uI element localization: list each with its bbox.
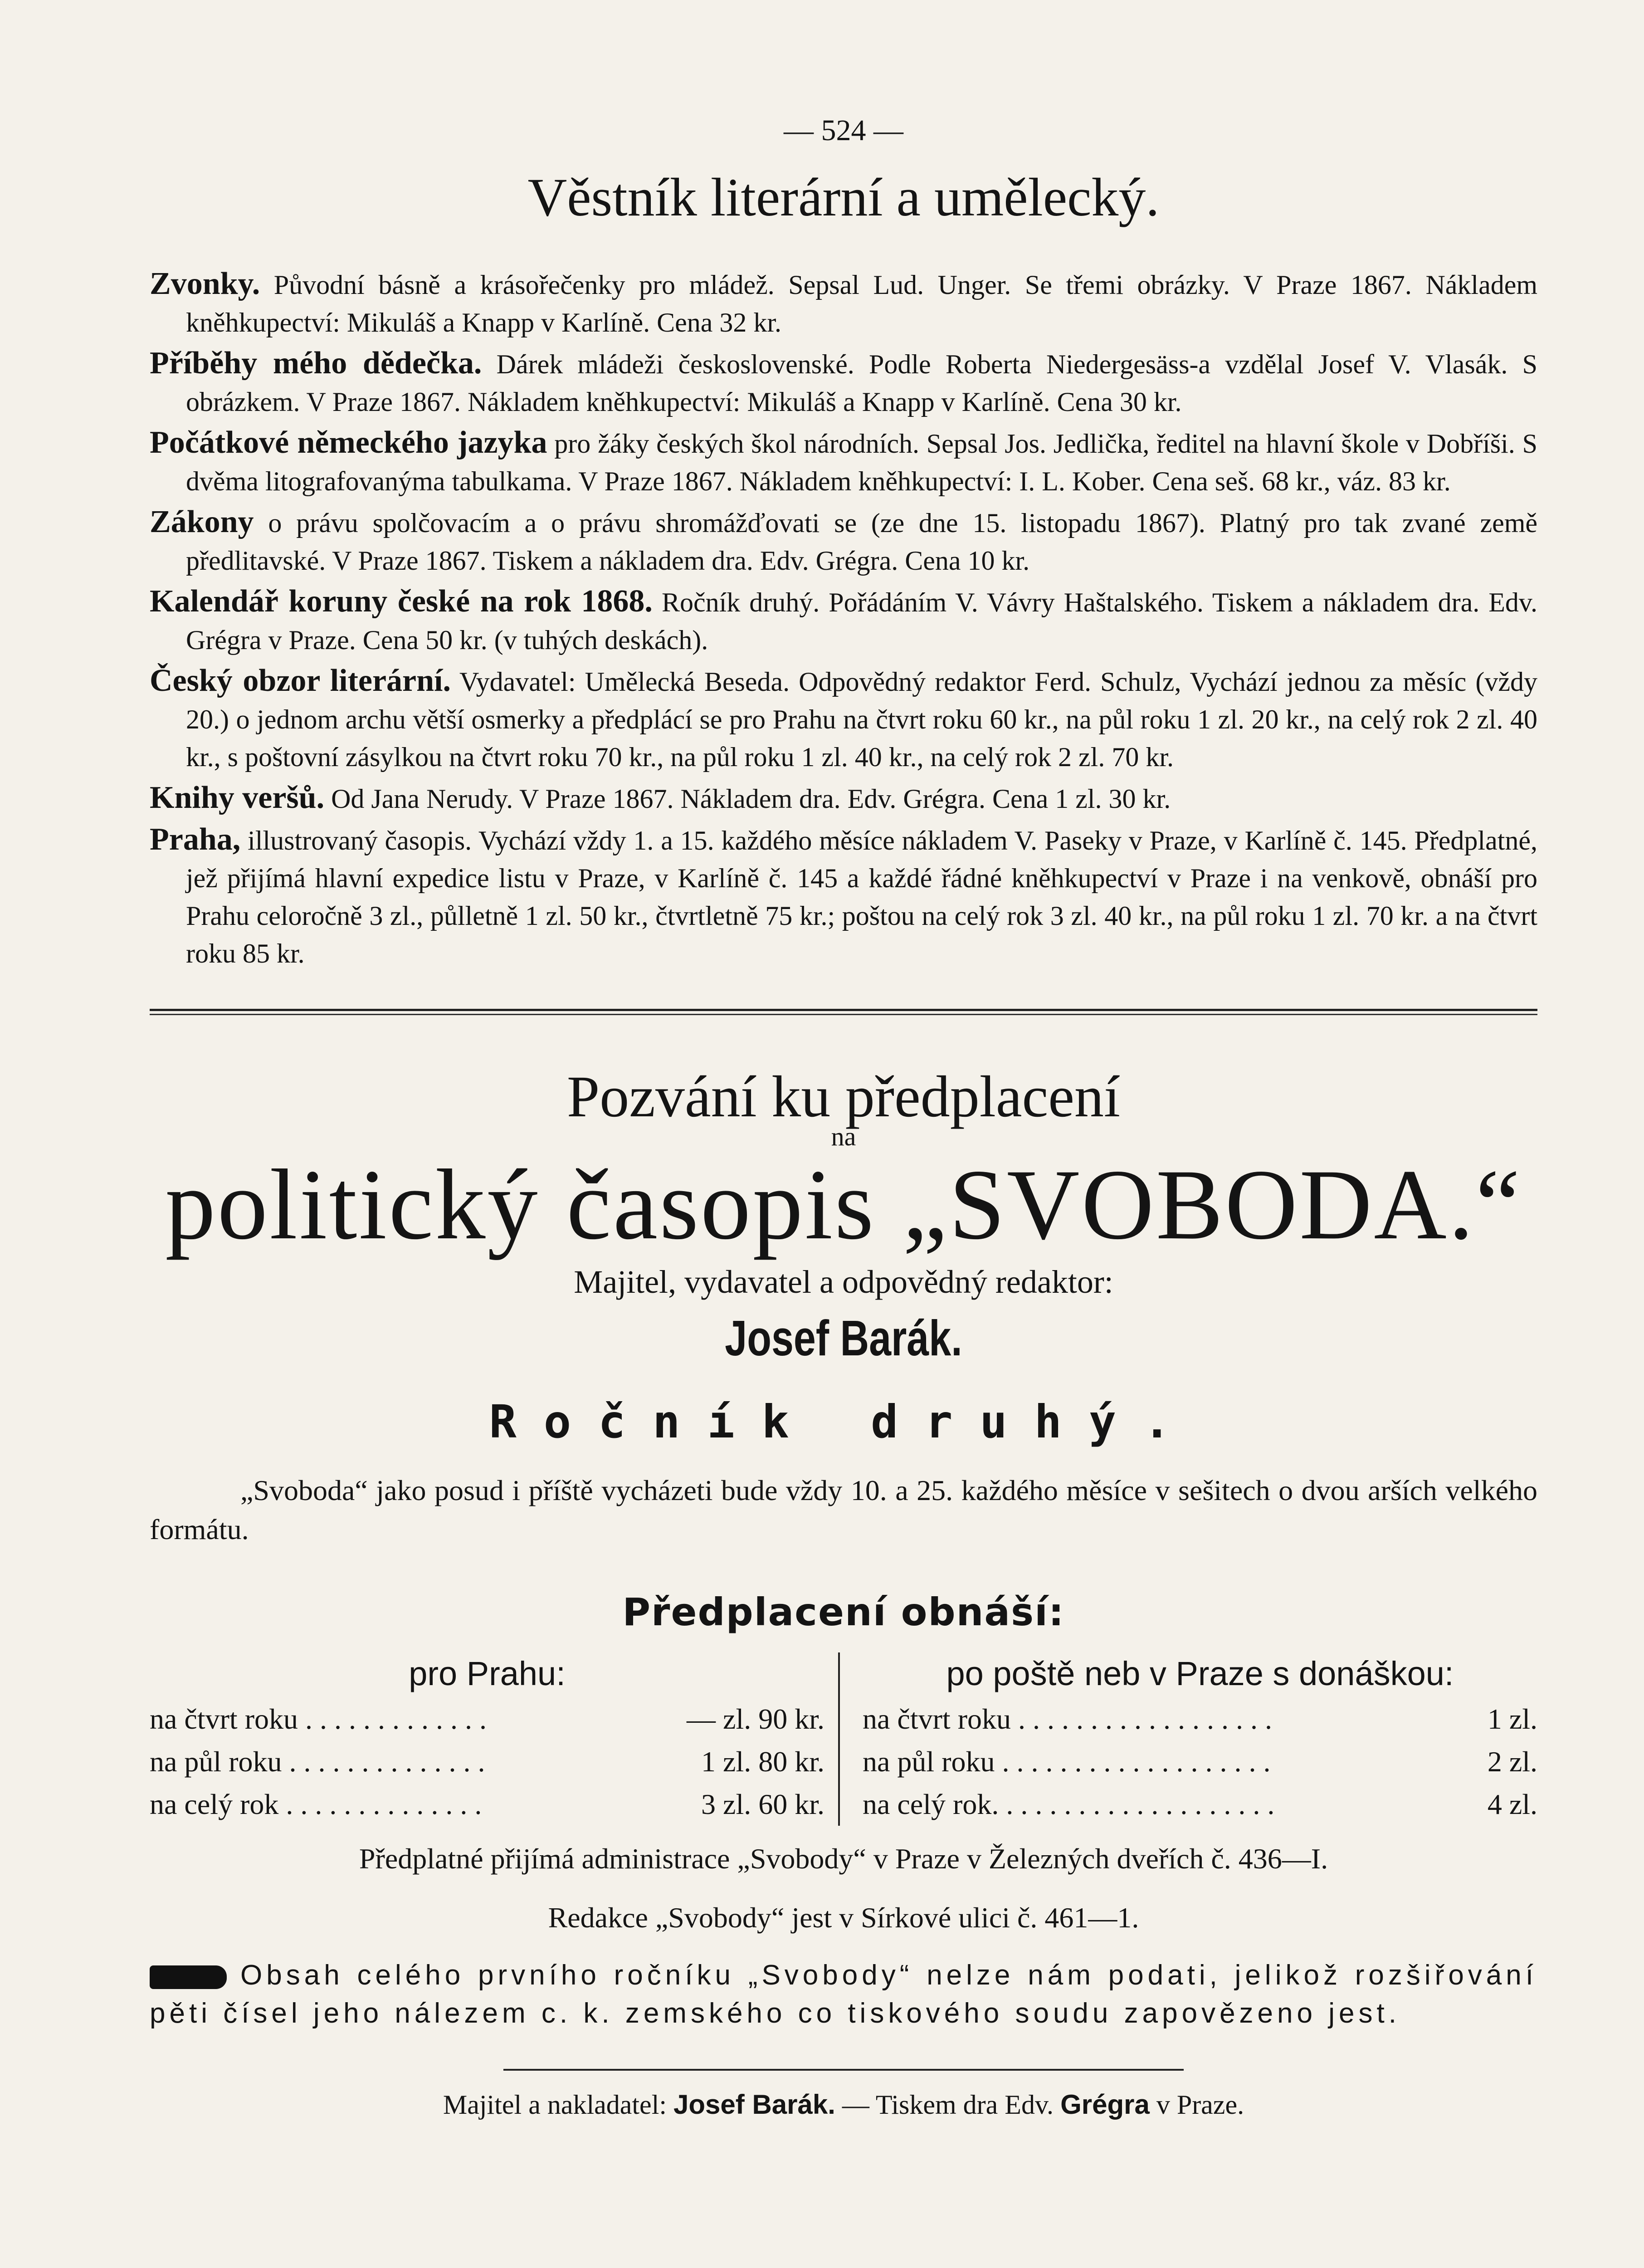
administration-line: Předplatné přijímá administrace „Svobody“ v Praze v Železných dveřích č. 436—I.	[359, 1843, 1328, 1875]
entry-text: illustrovaný časopis. Vychází vždy 1. a 15. každého měsíce nákladem V. Paseky v Praze, v Karlíně č. 145. Předplatné, jež přijímá hlavní expedice listu v Praze, v Karlíně č. 145 a každé řádné kněhkupectví v Praze i na venkově, obnáší pro Prahu celoročně 3 zl., půlletně 1 zl. 50 kr., čtvrtletně 75 kr.; poštou na celý rok 3 zl. 40 kr., na půl roku 1 zl. 70 kr. a na čtvrt roku 85 kr.	[186, 826, 1538, 968]
prague-prices	[150, 1652, 840, 1826]
price-row	[863, 1698, 1537, 1740]
page	[150, 113, 1537, 2268]
footer-middle: — Tiskem dra Edv.	[842, 2090, 1054, 2120]
entry-text: Ročník druhý. Pořádáním V. Vávry Haštalského. Tiskem a nákladem dra. Edv. Grégra v Praze. Cena 50 kr. (v tuhých deskách).	[186, 587, 1538, 655]
price-value: 1 zl. 80 kr.	[701, 1745, 824, 1778]
entry	[150, 344, 1537, 421]
post-heading: po poště neb v Praze s donáškou:	[946, 1655, 1454, 1692]
ad-na: na	[831, 1122, 856, 1151]
pointing-hand-icon	[150, 1965, 227, 1989]
price-row	[863, 1740, 1537, 1783]
ad-heading: Pozvání ku předplacení	[566, 1064, 1121, 1129]
price-table	[150, 1652, 1537, 1826]
price-label: na půl roku . . . . . . . . . . . . . . . . . . .	[863, 1745, 1271, 1778]
entry-title: Český obzor literární.	[150, 663, 451, 698]
entry	[150, 424, 1537, 500]
entry-title: Zvonky.	[150, 266, 260, 301]
entry	[150, 503, 1537, 580]
ad-paragraph: „Svoboda“ jako posud i příště vycházeti bude vždy 10. a 25. každého měsíce v sešitech o dvou arších velkého formátu.	[150, 1474, 1537, 1545]
price-value: 1 zl.	[1487, 1703, 1537, 1735]
post-prices	[840, 1652, 1537, 1826]
price-row	[150, 1740, 824, 1783]
price-label: na čtvrt roku . . . . . . . . . . . . .	[150, 1703, 487, 1735]
footer-prefix: Majitel a nakladatel:	[443, 2090, 667, 2120]
entry	[150, 582, 1537, 659]
entry-title: Kalendář koruny české na rok 1868.	[150, 584, 653, 619]
footer-divider	[503, 2069, 1184, 2071]
section-title: Věstník literární a umělecký.	[527, 167, 1160, 227]
entry	[150, 779, 1537, 818]
entry-title: Praha,	[150, 822, 241, 857]
entry	[150, 265, 1537, 342]
divider	[150, 1014, 1537, 1015]
entry-title: Knihy veršů.	[150, 780, 325, 815]
price-row	[150, 1698, 824, 1740]
entry-title: Příběhy mého dědečka.	[150, 346, 482, 381]
entry-title: Zákony	[150, 504, 254, 539]
price-value: 2 zl.	[1487, 1745, 1537, 1778]
owner-name: Josef Barák.	[725, 1310, 962, 1366]
entry	[150, 662, 1537, 776]
entry-text: Dárek mládeži československé. Podle Roberta Niedergesäss-a vzdělal Josef V. Vlasák. S obrázkem. V Praze 1867. Nákladem kněhkupectví: Mikuláš a Knapp v Karlíně. Cena 30 kr.	[186, 349, 1537, 417]
notice	[150, 1956, 1537, 2033]
divider	[150, 1009, 1537, 1011]
notice-text: Obsah celého prvního ročníku „Svobody“ nelze nám podati, jelikož rozšiřování pěti čísel jeho nálezem c. k. zemského co tiskového soudu zapovězeno jest.	[150, 1960, 1537, 2029]
footer-owner: Josef Barák.	[673, 2089, 835, 2120]
price-row	[150, 1783, 824, 1826]
price-value: 3 zl. 60 kr.	[701, 1788, 824, 1820]
entry	[150, 821, 1537, 973]
entry-text: o právu spolčovacím a o právu shromážďovati se (ze dne 15. listopadu 1867). Platný pro tak zvané země předlitavské. V Praze 1867. Tiskem a nákladem dra. Edv. Grégra. Cena 10 kr.	[186, 508, 1538, 576]
price-label: na půl roku . . . . . . . . . . . . . .	[150, 1745, 485, 1778]
ad-title: politický časopis „SVOBODA.“	[165, 1149, 1522, 1261]
footer	[150, 2089, 1537, 2121]
entry-title: Počátkové německého jazyka	[150, 425, 547, 460]
price-value: 4 zl.	[1487, 1788, 1537, 1820]
price-value: — zl. 90 kr.	[687, 1703, 824, 1735]
prague-heading: pro Prahu:	[409, 1655, 566, 1692]
footer-suffix: v Praze.	[1156, 2090, 1244, 2120]
price-label: na čtvrt roku . . . . . . . . . . . . . . . . . .	[863, 1703, 1272, 1735]
subscription-heading: Předplacení obnáší:	[622, 1590, 1065, 1634]
editorial-line: Redakce „Svobody“ jest v Sírkové ulici č. 461—1.	[548, 1901, 1139, 1934]
entry-text: Původní básně a krásořečenky pro mládež. Sepsal Lud. Unger. Se třemi obrázky. V Praze 1867. Nákladem kněhkupectví: Mikuláš a Knapp v Karlíně. Cena 32 kr.	[186, 270, 1537, 337]
entry-text: pro žáky českých škol národních. Sepsal Jos. Jedlička, ředitel na hlavní škole v Dobříši. S dvěma litografovanýma tabulkama. V Praze 1867. Nákladem kněhkupectví: I. L. Kober. Cena seš. 68 kr., váz. 83 kr.	[186, 429, 1537, 496]
price-row	[863, 1783, 1537, 1826]
owner-line: Majitel, vydavatel a odpovědný redaktor:	[574, 1264, 1113, 1300]
entry-text: Vydavatel: Umělecká Beseda. Odpovědný redaktor Ferd. Schulz, Vychází jednou za měsíc (vždy 20.) o jednom archu větší osmerky a předplácí se pro Prahu na čtvrt roku 60 kr., na půl roku 1 zl. 20 kr., na celý rok 2 zl. 40 kr., s poštovní zásylkou na čtvrt roku 70 kr., na půl roku 1 zl. 40 kr., na celý rok 2 zl. 70 kr.	[186, 667, 1537, 772]
price-label: na celý rok . . . . . . . . . . . . . .	[150, 1788, 482, 1820]
volume-label: Ročník druhý.	[489, 1395, 1198, 1448]
page-number: — 524 —	[784, 114, 903, 147]
footer-printer: Grégra	[1060, 2089, 1150, 2120]
entry-text: Od Jana Nerudy. V Praze 1867. Nákladem dra. Edv. Grégra. Cena 1 zl. 30 kr.	[331, 784, 1171, 814]
price-label: na celý rok. . . . . . . . . . . . . . . . . . . .	[863, 1788, 1275, 1820]
entry-list	[150, 265, 1537, 973]
